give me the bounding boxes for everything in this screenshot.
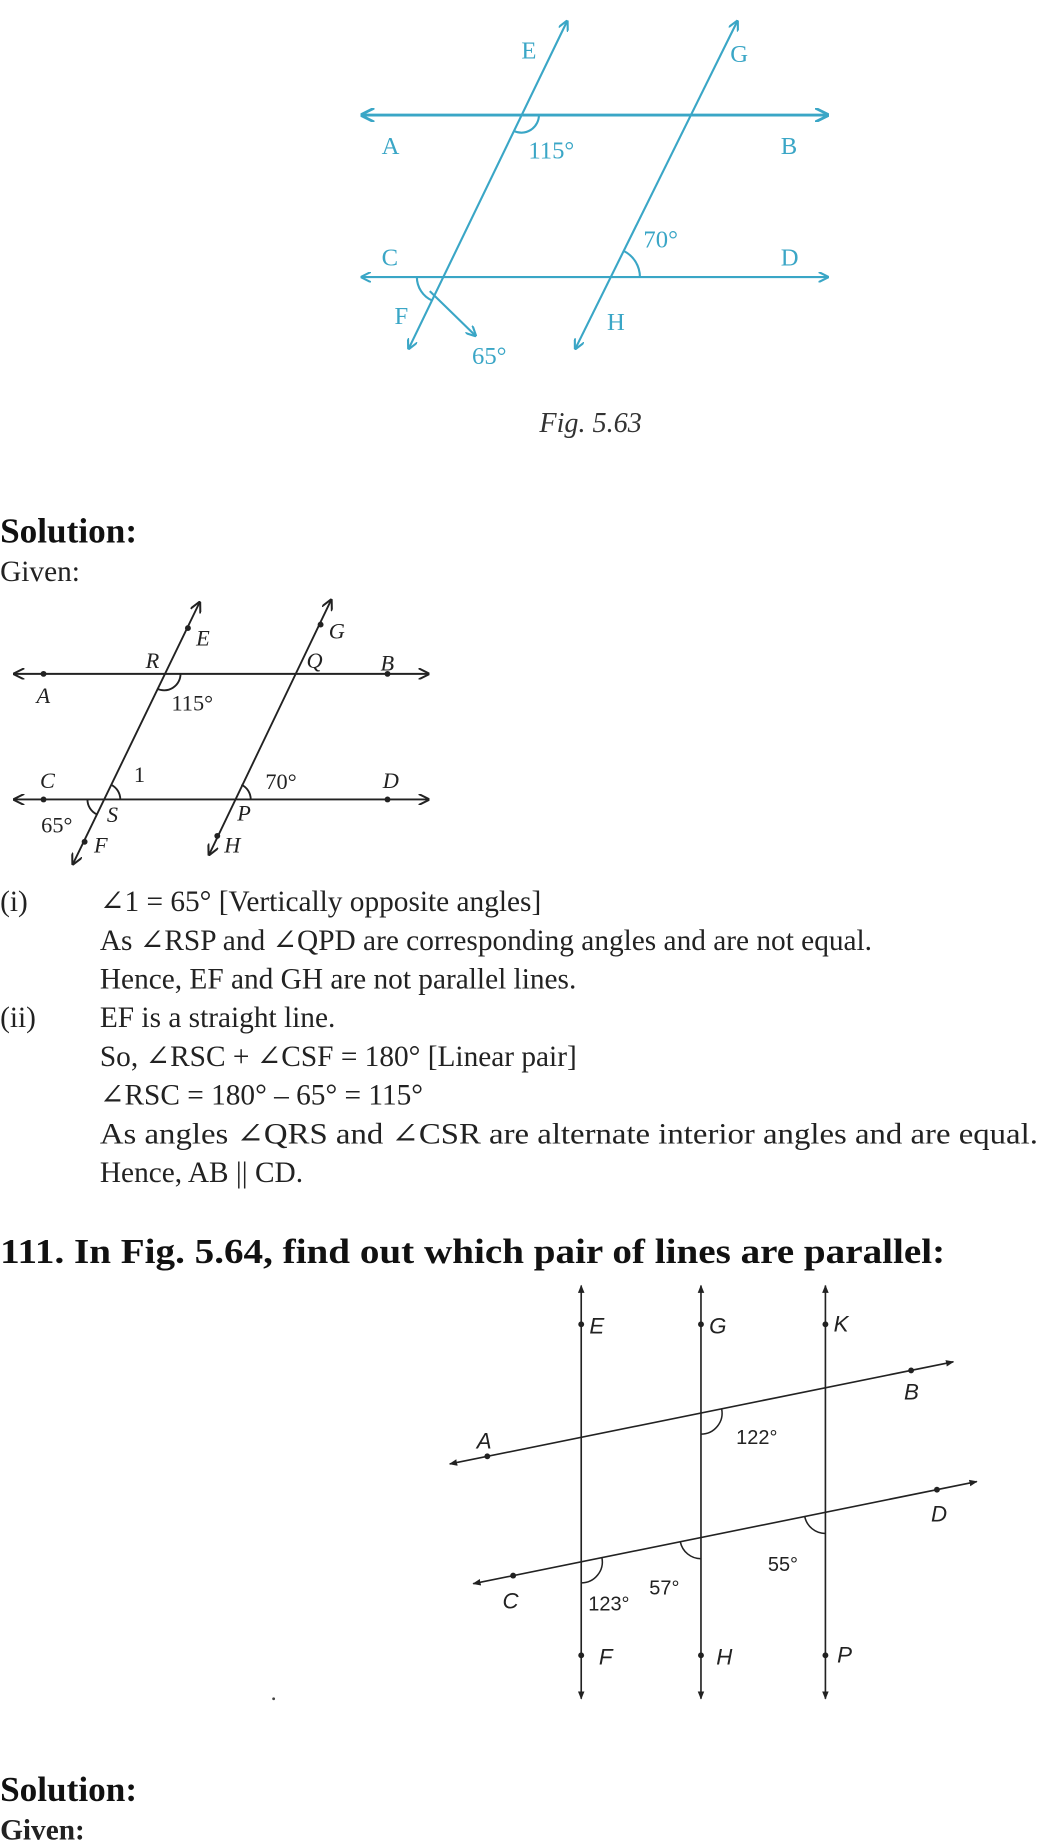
label-f: F bbox=[94, 832, 108, 858]
step-text: Hence, AB || CD. bbox=[99, 1157, 304, 1190]
step-text: As angles ∠QRS and ∠CSR are alternate interior angles and are equal. bbox=[99, 1118, 1038, 1151]
label-65: 65° bbox=[41, 812, 73, 838]
label-70: 70° bbox=[643, 226, 678, 254]
solution-steps bbox=[0, 886, 1038, 1189]
label-70: 70° bbox=[265, 768, 297, 794]
label-f: F bbox=[598, 1644, 613, 1670]
label-g: G bbox=[730, 41, 749, 69]
line-gh bbox=[209, 600, 331, 858]
label-d: D bbox=[931, 1501, 948, 1527]
label-a: A bbox=[36, 683, 51, 709]
label-1: 1 bbox=[133, 761, 146, 787]
label-a: A bbox=[381, 132, 400, 160]
solution-heading-2: Solution: bbox=[0, 1769, 138, 1809]
label-f: F bbox=[394, 303, 409, 331]
points bbox=[484, 1321, 940, 1658]
step-text: So, ∠RSC + ∠CSF = 180° [Linear pair] bbox=[99, 1040, 577, 1073]
label-a: A bbox=[476, 1428, 492, 1454]
label-e: E bbox=[521, 37, 537, 65]
label-57: 57° bbox=[649, 1577, 680, 1600]
label-b: B bbox=[380, 650, 395, 676]
step-text: ∠RSC = 180° – 65° = 115° bbox=[99, 1079, 424, 1112]
label-c: C bbox=[381, 244, 399, 272]
label-122: 122° bbox=[736, 1427, 778, 1450]
figure-5-64 bbox=[272, 1286, 977, 1701]
label-123: 123° bbox=[588, 1593, 630, 1616]
label-p: P bbox=[237, 800, 251, 826]
label-r: R bbox=[145, 648, 160, 674]
angle-arc-70 bbox=[241, 785, 250, 800]
figure-5-63 bbox=[362, 21, 828, 439]
step-text: ∠1 = 65° [Vertically opposite angles] bbox=[99, 886, 542, 919]
label-g: G bbox=[709, 1313, 727, 1339]
pointer-arrow-65 bbox=[430, 291, 476, 336]
label-d: D bbox=[382, 767, 399, 793]
label-k: K bbox=[833, 1311, 849, 1337]
label-115: 115° bbox=[171, 690, 214, 716]
label-c: C bbox=[40, 767, 55, 793]
label-q: Q bbox=[306, 648, 323, 674]
step-marker: (i) bbox=[0, 886, 28, 919]
angle-arc-65 bbox=[87, 799, 96, 814]
label-55: 55° bbox=[767, 1553, 799, 1576]
angle-arc-55 bbox=[805, 1517, 826, 1534]
given-label-2: Given: bbox=[0, 1814, 85, 1842]
label-c: C bbox=[502, 1588, 519, 1614]
label-h: H bbox=[224, 832, 241, 858]
label-g: G bbox=[328, 618, 345, 644]
label-d: D bbox=[780, 244, 799, 272]
question-heading: 111. In Fig. 5.64, find out which pair of lines are parallel: bbox=[0, 1232, 946, 1272]
label-e: E bbox=[589, 1313, 605, 1339]
angle-arc-57 bbox=[680, 1542, 701, 1559]
given-label: Given: bbox=[0, 556, 80, 589]
label-65: 65° bbox=[472, 342, 507, 370]
label-h: H bbox=[607, 308, 625, 336]
label-p: P bbox=[837, 1642, 853, 1668]
line-gh bbox=[575, 21, 737, 349]
label-s: S bbox=[106, 801, 119, 827]
step-text: EF is a straight line. bbox=[99, 1002, 336, 1035]
step-text: Hence, EF and GH are not parallel lines. bbox=[99, 963, 577, 996]
label-h: H bbox=[716, 1644, 733, 1670]
step-text: As ∠RSP and ∠QPD are corresponding angles and are not equal. bbox=[99, 924, 873, 957]
stray-dot bbox=[272, 1697, 275, 1700]
label-b: B bbox=[780, 132, 798, 160]
solution-figure bbox=[14, 600, 428, 864]
angle-arc-65 bbox=[417, 277, 432, 300]
solution-heading: Solution: bbox=[0, 511, 138, 551]
line-cd bbox=[473, 1482, 977, 1584]
label-b: B bbox=[904, 1379, 919, 1405]
label-e: E bbox=[196, 625, 210, 651]
step-marker: (ii) bbox=[0, 1002, 36, 1035]
line-ef bbox=[73, 602, 200, 864]
figure-caption: Fig. 5.63 bbox=[539, 408, 642, 440]
label-115: 115° bbox=[528, 137, 575, 165]
angle-arc-70 bbox=[623, 251, 639, 277]
angle-arc-1 bbox=[111, 785, 120, 800]
